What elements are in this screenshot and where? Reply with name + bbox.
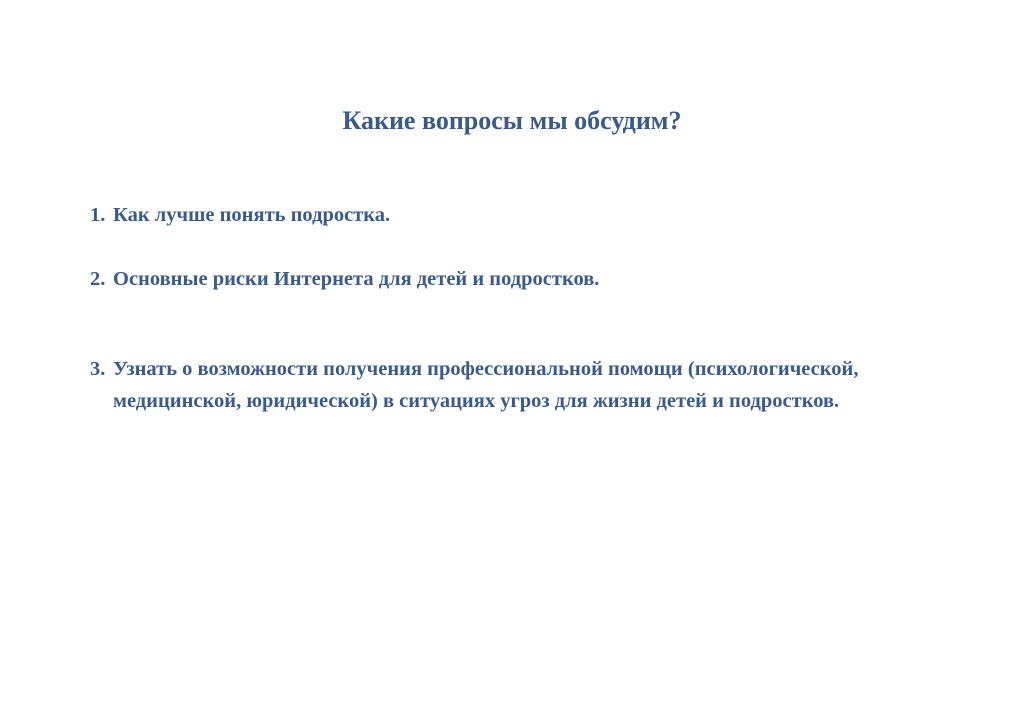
list-item-number: 3.	[90, 358, 106, 380]
list-item-2	[90, 263, 920, 295]
page-title: Какие вопросы мы обсудим?	[342, 106, 682, 135]
list-item-1	[90, 199, 920, 231]
list-item-text: Основные риски Интернета для детей и подростков.	[113, 268, 600, 290]
list-item-number: 1.	[90, 204, 106, 226]
list-item-text: Узнать о возможности получения профессиональной помощи (психологической, медицинской, юридической) в ситуациях угроз для жизни детей и подростков.	[113, 358, 859, 412]
list-item-3	[90, 353, 920, 417]
list-item-text: Как лучше понять подростка.	[113, 204, 391, 226]
list-item-number: 2.	[90, 268, 106, 290]
